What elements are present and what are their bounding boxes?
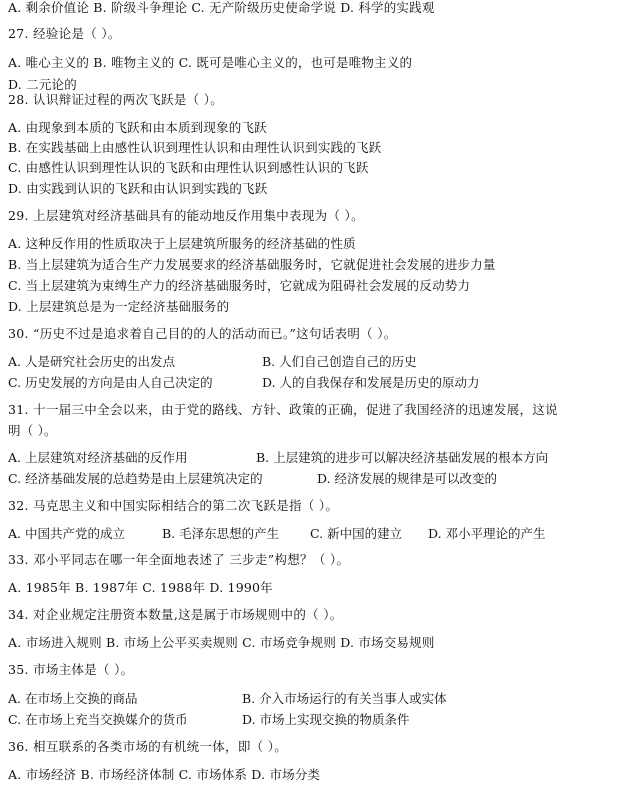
q30-option-b: B. 人们自己创造自己的历史 bbox=[262, 354, 417, 369]
q29-option-c: C. 当上层建筑为束缚生产力的经济基础服务时，它就成为阻碍社会发展的反动势力 bbox=[8, 278, 471, 293]
q35-option-c: C. 在市场上充当交换媒介的货币 bbox=[8, 712, 188, 727]
q28-option-b: B. 在实践基础上由感性认识到理性认识和由理性认识到实践的飞跃 bbox=[8, 140, 382, 155]
q28-option-a: A. 由现象到本质的飞跃和由本质到现象的飞跃 bbox=[8, 120, 267, 135]
q31-options-row2 bbox=[8, 471, 608, 487]
q35-option-a: A. 在市场上交换的商品 bbox=[8, 691, 138, 706]
q30-options-row2 bbox=[8, 375, 608, 391]
q35-option-b: B. 介入市场运行的有关当事人或实体 bbox=[242, 691, 447, 706]
q26-options: A. 剩余价值论 B. 阶级斗争理论 C. 无产阶级历史使命学说 D. 科学的实践观 bbox=[8, 0, 435, 15]
q32-option-c: C. 新中国的建立 bbox=[310, 526, 403, 541]
q28-stem: 28. 认识辩证过程的两次飞跃是（ ）。 bbox=[8, 92, 224, 107]
q31-option-d: D. 经济发展的规律是可以改变的 bbox=[317, 471, 498, 486]
q29-option-b: B. 当上层建筑为适合生产力发展要求的经济基础服务时，它就促进社会发展的进步力量 bbox=[8, 257, 496, 272]
q30-option-d: D. 人的自我保存和发展是历史的原动力 bbox=[262, 375, 480, 390]
q32-option-a: A. 中国共产党的成立 bbox=[8, 526, 125, 541]
q35-option-d: D. 市场上实现交换的物质条件 bbox=[242, 712, 410, 727]
q34-options: A. 市场进入规则 B. 市场上公平买卖规则 C. 市场竞争规则 D. 市场交易规则 bbox=[8, 635, 435, 650]
q30-option-a: A. 人是研究社会历史的出发点 bbox=[8, 354, 175, 369]
q32-option-d: D. 邓小平理论的产生 bbox=[428, 526, 546, 541]
q27-option-d: D. 二元论的 bbox=[8, 77, 77, 92]
q28-option-d: D. 由实践到认识的飞跃和由认识到实践的飞跃 bbox=[8, 181, 268, 196]
q31-option-a: A. 上层建筑对经济基础的反作用 bbox=[8, 450, 188, 465]
q30-options-row1 bbox=[8, 354, 608, 370]
q27-options: A. 唯心主义的 B. 唯物主义的 C. 既可是唯心主义的，也可是唯物主义的 bbox=[8, 55, 413, 70]
q31-options-row1 bbox=[8, 450, 608, 466]
q36-stem: 36. 相互联系的各类市场的有机统一体，即（ ）。 bbox=[8, 739, 288, 754]
q34-stem: 34. 对企业规定注册资本数量,这是属于市场规则中的（ ）。 bbox=[8, 607, 343, 622]
q30-option-c: C. 历史发展的方向是由人自己决定的 bbox=[8, 375, 213, 390]
q35-options-row2 bbox=[8, 712, 608, 728]
q32-option-b: B. 毛泽东思想的产生 bbox=[162, 526, 280, 541]
q32-options bbox=[8, 526, 608, 542]
q31-stem: 31. 十一届三中全会以来，由于党的路线、方针、政策的正确，促进了我国经济的迅速发展，这说 bbox=[8, 402, 558, 417]
q30-stem: 30. “历史不过是追求着自己目的的人的活动而已。”这句话表明（ ）。 bbox=[8, 326, 397, 341]
q32-stem: 32. 马克思主义和中国实际相结合的第二次飞跃是指（ ）。 bbox=[8, 498, 339, 513]
q36-options: A. 市场经济 B. 市场经济体制 C. 市场体系 D. 市场分类 bbox=[8, 767, 321, 782]
q31-option-b: B. 上层建筑的进步可以解决经济基础发展的根本方向 bbox=[256, 450, 549, 465]
q33-stem: 33. 邓小平同志在哪一年全面地表述了 三步走”构想？（ ）。 bbox=[8, 552, 350, 567]
q31-option-c: C. 经济基础发展的总趋势是由上层建筑决定的 bbox=[8, 471, 263, 486]
q33-options: A. 1985年 B. 1987年 C. 1988年 D. 1990年 bbox=[8, 580, 273, 595]
q29-option-a: A. 这种反作用的性质取决于上层建筑所服务的经济基础的性质 bbox=[8, 236, 356, 251]
q35-options-row1 bbox=[8, 691, 608, 707]
q35-stem: 35. 市场主体是（ ）。 bbox=[8, 662, 134, 677]
q28-option-c: C. 由感性认识到理性认识的飞跃和由理性认识到感性认识的飞跃 bbox=[8, 160, 369, 175]
q29-option-d: D. 上层建筑总是为一定经济基础服务的 bbox=[8, 299, 230, 314]
q31-stem-cont: 明（ ）。 bbox=[8, 423, 57, 438]
q27-stem: 27. 经验论是（ ）。 bbox=[8, 26, 121, 41]
q29-stem: 29. 上层建筑对经济基础具有的能动地反作用集中表现为（ ）。 bbox=[8, 208, 364, 223]
